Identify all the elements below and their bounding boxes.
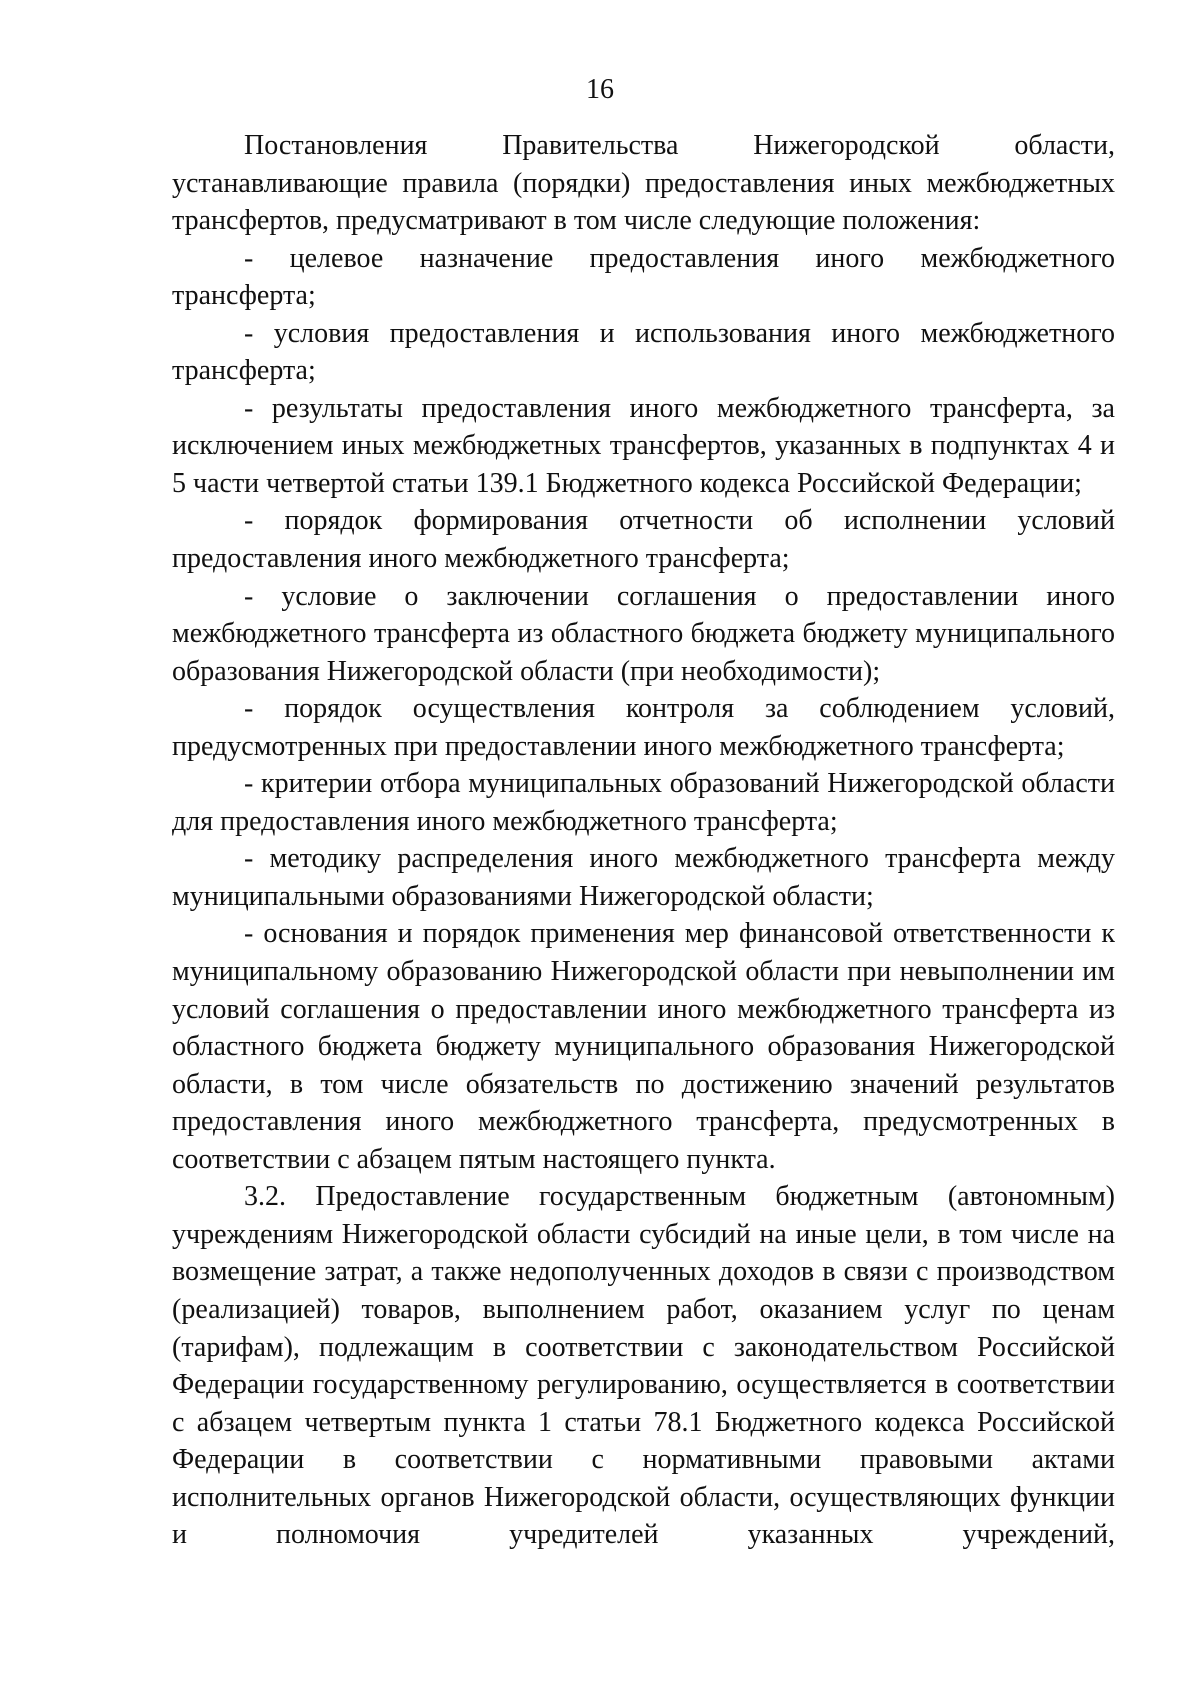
paragraph-agreement: - условие о заключении соглашения о предоставлении иного межбюджетного трансферта из областного бюджета бюджету муниципального образования Нижегородской области (при необходимости); [172, 580, 1115, 687]
paragraph-conditions: - условия предоставления и использования иного межбюджетного трансферта; [172, 317, 1115, 387]
paragraph-distribution-method: - методику распределения иного межбюджетного трансферта между муниципальными образованиями Нижегородской области; [172, 843, 1115, 912]
paragraph-liability: - основания и порядок применения мер финансовой ответственности к муниципальному образованию Нижегородской области при невыполнении им условий соглашения о предоставлении иного межбюджетного трансферта из областного бюджета бюджету муниципального образования Нижегородской области, в том числе обязательств по достижению значений результатов предоставления иного межбюджетного трансферта, предусмотренных в соответствии с абзацем пятым настоящего пункта. [172, 918, 1115, 1175]
page-number: 16 [586, 74, 614, 105]
paragraph-purpose: - целевое назначение предоставления иного межбюджетного трансферта; [172, 242, 1115, 312]
paragraph-selection-criteria: - критерии отбора муниципальных образований Нижегородской области для предоставления иного межбюджетного трансферта; [172, 768, 1115, 837]
paragraph-intro: Постановления Правительства Нижегородской области, устанавливающие правила (порядки) предоставления иных межбюджетных трансфертов, предусматривают в том числе следующие положения: [172, 130, 1115, 237]
paragraph-reporting: - порядок формирования отчетности об исполнении условий предоставления иного межбюджетного трансферта; [172, 505, 1115, 575]
paragraph-control: - порядок осуществления контроля за соблюдением условий, предусмотренных при предоставлении иного межбюджетного трансферта; [172, 693, 1115, 762]
document-body [172, 127, 1115, 1554]
paragraph-section-3-2: 3.2. Предоставление государственным бюджетным (автономным) учреждениям Нижегородской области субсидий на иные цели, в том числе на возмещение затрат, а также недополученных доходов в связи с производством (реализацией) товаров, выполнением работ, оказанием услуг по ценам (тарифам), подлежащим в соответствии с законодательством Российской Федерации государственному регулированию, осуществляется в соответствии с абзацем четвертым пункта 1 статьи 78.1 Бюджетного кодекса Российской Федерации в соответствии с нормативными правовыми актами исполнительных органов Нижегородской области, осуществляющих функции и полномочия учредителей указанных учреждений, [172, 1181, 1115, 1551]
paragraph-results: - результаты предоставления иного межбюджетного трансферта, за исключением иных межбюджетных трансфертов, указанных в подпунктах 4 и 5 части четвертой статьи 139.1 Бюджетного кодекса Российской Федерации; [172, 392, 1115, 499]
